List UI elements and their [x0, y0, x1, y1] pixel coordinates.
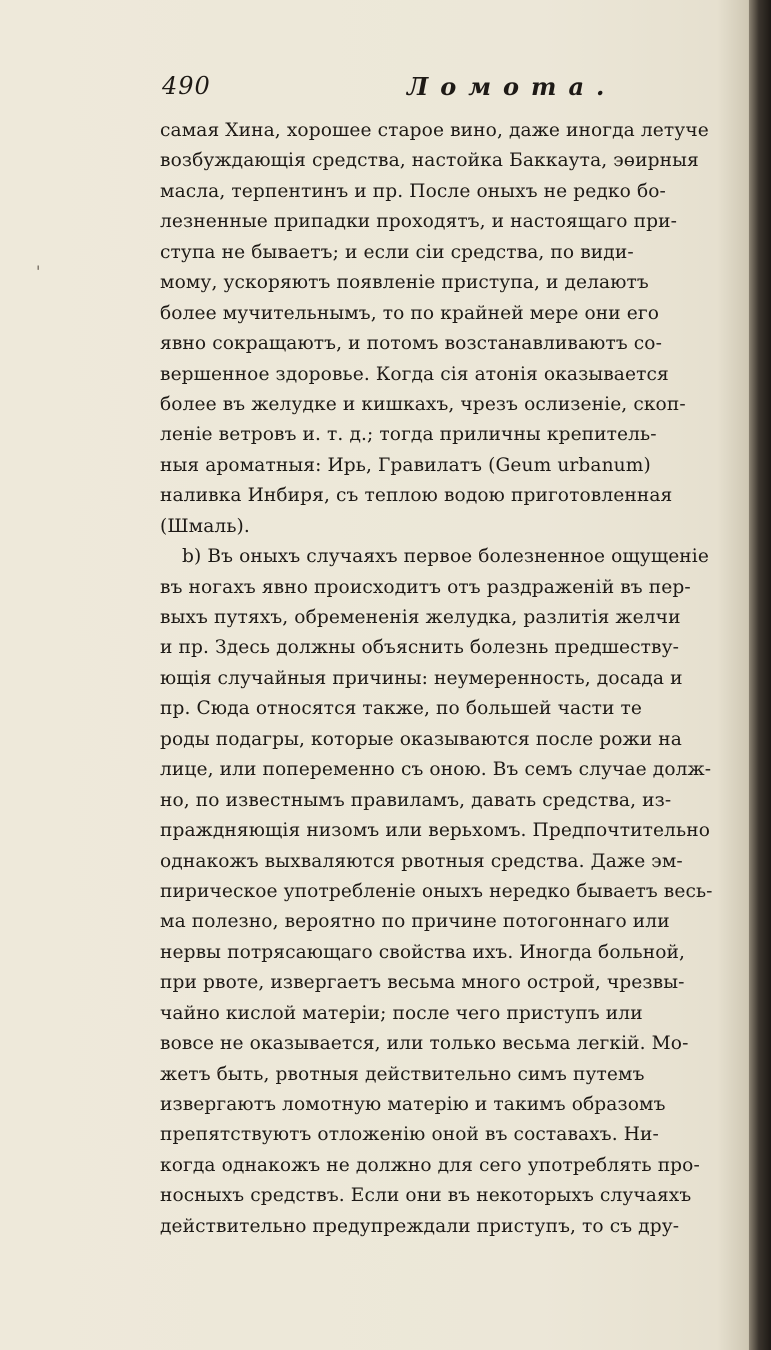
text-line: более мучительнымъ, то по крайней мере они его [160, 302, 660, 324]
text-line: выхъ путяхъ, обремененія желудка, разлитія желчи [160, 607, 681, 628]
text-line: ма полезно, вероятно по причине потогоннаго или [160, 911, 670, 933]
text-line: нервы потрясающаго свойства ихъ. Иногда больной, [160, 941, 686, 963]
text-line: роды подагры, которые оказываются после рожи на [160, 728, 682, 750]
page-gutter-shadow [749, 0, 771, 1350]
page-number: 490 [162, 72, 211, 100]
text-line: носныхъ средствъ. Если они въ некоторыхъ случаяхъ [160, 1185, 692, 1207]
text-line: действительно предупреждали приступъ, то съ дру- [160, 1215, 680, 1237]
text-line: вершенное здоровье. Когда сія атонія оказывается [160, 363, 669, 385]
text-line: чайно кислой матеріи; после чего приступъ или [160, 1002, 643, 1024]
text-line: и пр. Здесь должны объяснить болезнь предшеству- [160, 637, 680, 659]
text-line: более въ желудке и кишкахъ, чрезъ ослизеніе, скоп- [160, 393, 686, 415]
text-line: при рвоте, извергаетъ весьма много острой, чрезвы- [160, 972, 685, 994]
text-line: лезненные припадки проходятъ, и настоящаго при- [160, 211, 677, 233]
text-line: вовсе не оказывается, или только весьма легкій. Мо- [160, 1033, 689, 1055]
page-header [162, 72, 617, 108]
body-text [160, 116, 713, 1242]
text-line: мому, ускоряютъ появленіе приступа, и делаютъ [160, 272, 649, 294]
text-line: жетъ быть, рвотныя действительно симъ путемъ [160, 1063, 645, 1085]
text-line: масла, терпентинъ и пр. После оныхъ не редко бо- [160, 180, 666, 202]
text-line: праждняющія низомъ или верьхомъ. Предпочтительно [160, 820, 710, 842]
text-line: b) Въ оныхъ случаяхъ первое болезненное ощущеніе [182, 546, 709, 568]
text-line: леніе ветровъ и. т. д.; тогда приличны крепитель- [160, 424, 657, 446]
margin-mark: ' [36, 262, 41, 281]
text-line: когда однакожъ не должно для сего употреблять про- [160, 1154, 700, 1176]
text-line: препятствуютъ отложенію оной въ составахъ. Ни- [160, 1124, 659, 1146]
text-line: извергаютъ ломотную матерію и такимъ образомъ [160, 1094, 666, 1115]
running-head: Ломота. [407, 72, 617, 101]
text-line: лице, или попеременно съ оною. Въ семъ случае долж- [160, 759, 712, 781]
text-line: въ ногахъ явно происходитъ отъ раздраженій въ пер- [160, 576, 691, 598]
text-line: однакожъ выхваляются рвотныя средства. Даже эм- [160, 850, 683, 872]
text-line: наливка Инбиря, съ теплою водою приготовленная [160, 485, 673, 507]
text-line: ныя ароматныя: Ирь, Гравилатъ (Geum urbanum) [160, 454, 651, 476]
text-line: явно сокращаютъ, и потомъ возстанавливаютъ со- [160, 333, 662, 355]
text-line: пр. Сюда относятся также, по большей части те [160, 698, 643, 720]
text-line: пирическое употребленіе оныхъ нередко бываетъ весь- [160, 880, 713, 902]
text-line: но, по известнымъ правиламъ, давать средства, из- [160, 789, 672, 811]
text-line: ющія случайныя причины: неумеренность, досада и [160, 667, 683, 689]
text-line: самая Хина, хорошее старое вино, даже иногда летуче [160, 120, 709, 141]
text-line: ступа не бываетъ; и если сіи средства, по види- [160, 241, 634, 263]
text-line: (Шмаль). [160, 515, 250, 537]
text-line: возбуждающія средства, настойка Баккаута, эөирныя [160, 150, 699, 172]
